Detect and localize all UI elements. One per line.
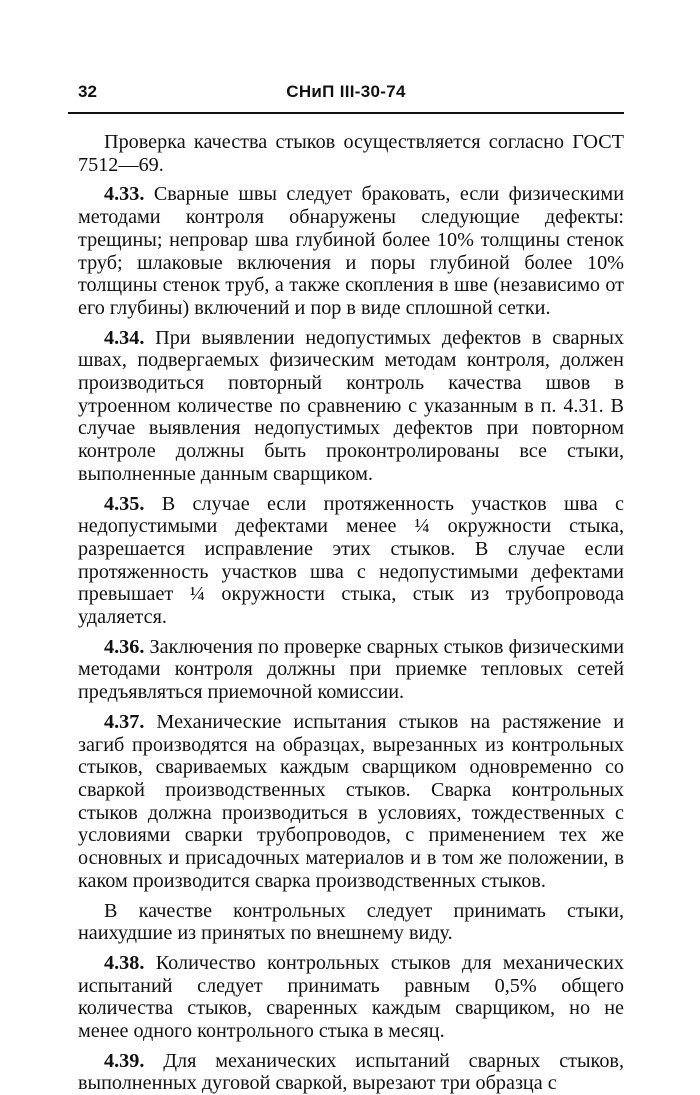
paragraph-text: Для механических испытаний сварных стыков, выполненных дуговой сваркой, вырезают три образца с [78, 1049, 625, 1095]
paragraph [78, 327, 624, 486]
paragraph-number: 4.38. [104, 951, 145, 974]
paragraph-text: Заключения по проверке сварных стыков физическими методами контроля должны при приемке тепловых сетей предъявляться приемочной комиссии. [78, 635, 624, 704]
paragraph-number: 4.36. [104, 635, 145, 658]
paragraph-text: Сварные швы следует браковать, если физическими методами контроля обнаружены следующие дефекты: трещины; непровар шва глубиной более 10% толщины стенок труб; шлаковые включения и поры глубиной более 10% толщины стенок труб, а также скопления в шве (независимо от его глубины) включений и пор в виде сплошной сетки. [78, 183, 625, 319]
body-text [78, 131, 624, 1095]
paragraph-number: 4.34. [104, 326, 145, 349]
paragraph-number: 4.37. [104, 710, 145, 733]
paragraph [78, 952, 624, 1043]
paragraph-text: В случае если протяженность участков шва с недопустимыми дефектами менее ¼ окружности стыка, разрешается исправление этих стыков. В случае если протяженность участков шва с недопустимыми дефектами превышает ¼ окружности стыка, стык из трубопровода удаляется. [78, 492, 625, 629]
running-title: СНиП III-30-74 [286, 82, 406, 101]
paragraph-number: 4.39. [104, 1049, 145, 1072]
paragraph-text: Количество контрольных стыков для механических испытаний следует принимать равным 0,5% общего количества стыков, сваренных каждым сварщиком, но не менее одного контрольного стыка в месяц. [78, 951, 624, 1043]
paragraph-text: Проверка качества стыков осуществляется согласно ГОСТ 7512—69. [78, 131, 624, 176]
paragraph [78, 1050, 624, 1095]
paragraph [78, 493, 624, 629]
paragraph [78, 183, 624, 319]
page-number: 32 [78, 82, 97, 101]
paragraph-text: При выявлении недопустимых дефектов в сварных швах, подвергаемых физическим методам контроля, должен производиться повторный контроль качества швов в утроенном количестве по сравнению с указанным в п. 4.31. В случае выявления недопустимых дефектов при повторном контроле должны быть проконтролированы все стыки, выполненные данным сварщиком. [78, 326, 625, 485]
paragraph-number: 4.33. [104, 183, 145, 206]
page-header [68, 78, 624, 114]
paragraph [78, 131, 624, 176]
paragraph [78, 711, 624, 893]
paragraph-text: В качестве контрольных следует принимать стыки, наихудшие из принятых по внешнему виду. [78, 899, 624, 945]
paragraph-text: Механические испытания стыков на растяжение и загиб производятся на образцах, вырезанных из контрольных стыков, свариваемых каждым сварщиком одновременно со сваркой производственных стыков. Сварка контрольных стыков должна производиться в условиях, тождественных с условиями сварки трубопроводов, с применением тех же основных и присадочных материалов и в том же положении, в каком производится сварка производственных стыков. [78, 710, 624, 892]
paragraph [78, 636, 624, 704]
paragraph-number: 4.35. [104, 492, 145, 515]
paragraph [78, 900, 624, 945]
